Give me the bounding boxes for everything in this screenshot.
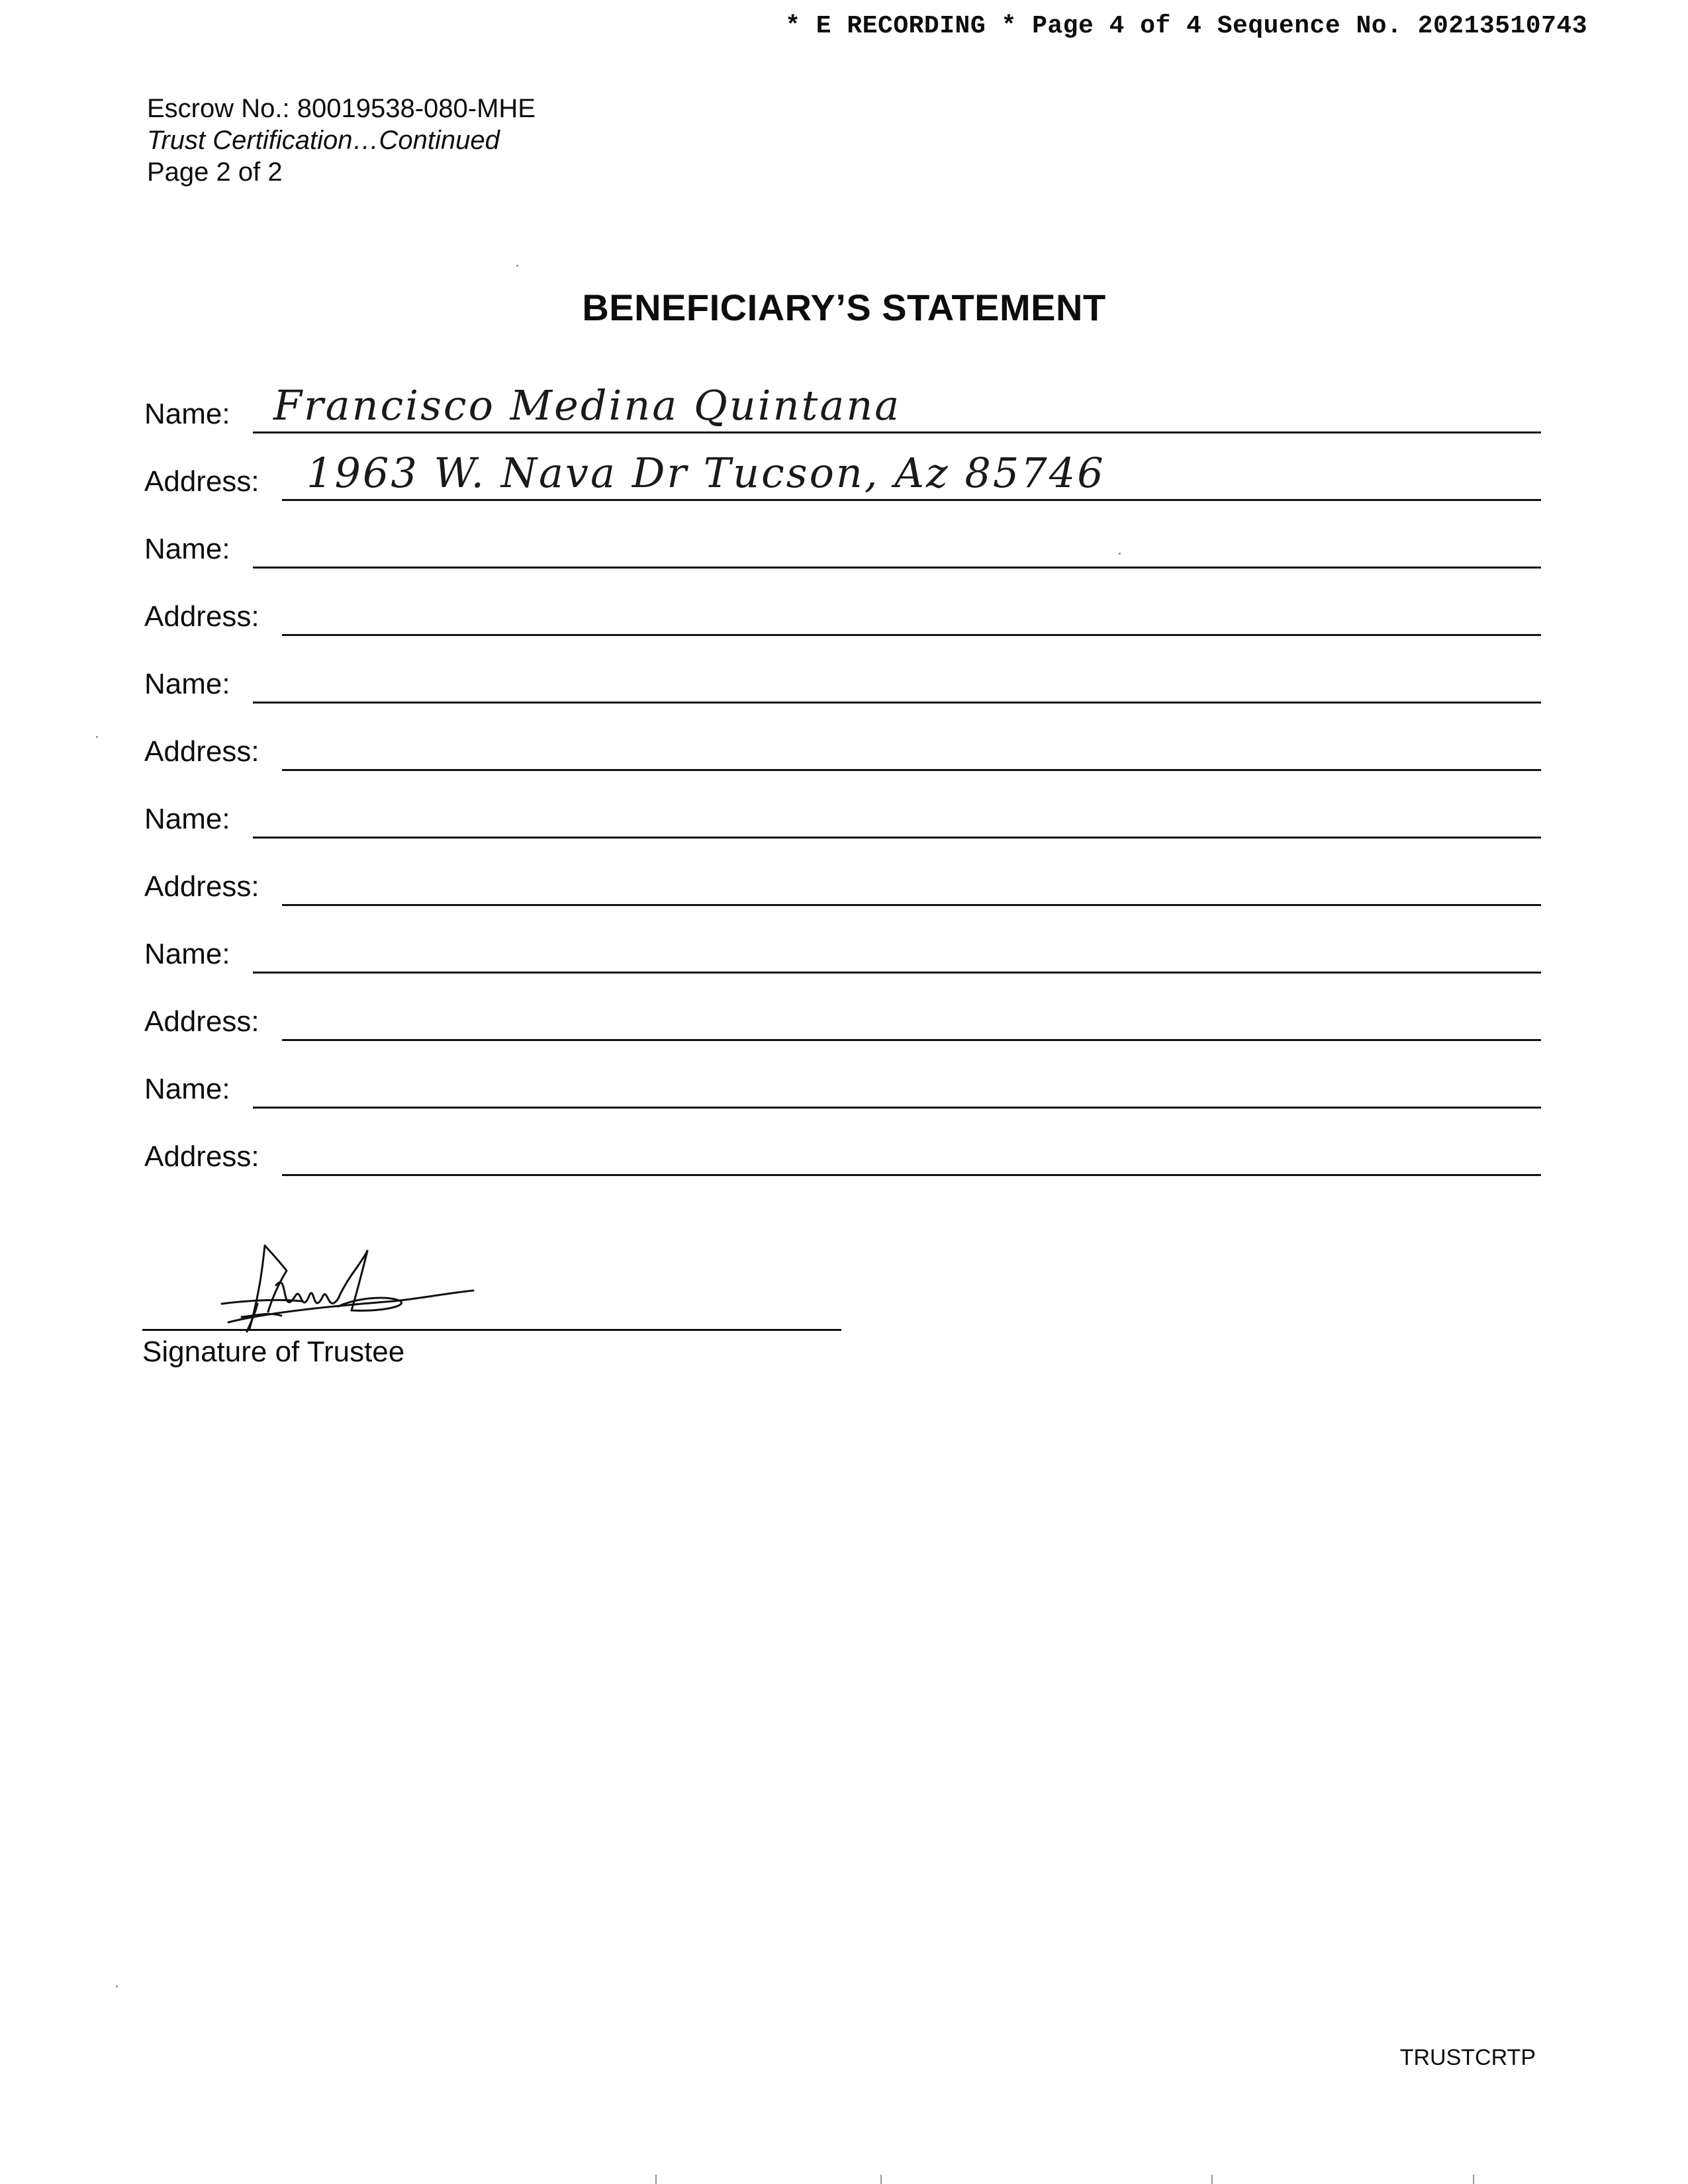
- signature-label: Signature of Trustee: [142, 1336, 405, 1368]
- recording-header: * E RECORDING * Page 4 of 4 Sequence No. 20213510743: [785, 12, 1587, 40]
- scan-speck: [1119, 553, 1121, 555]
- scan-speck: [516, 265, 518, 267]
- beneficiary-address-row: [144, 860, 1541, 906]
- scan-tick: [1473, 2175, 1474, 2184]
- beneficiary-address-row: [144, 449, 1541, 501]
- beneficiary-name-row: [144, 927, 1541, 974]
- signature-block: [142, 1224, 844, 1370]
- escrow-block: [147, 93, 536, 188]
- address-label: Address:: [144, 870, 259, 903]
- name-label: Name:: [144, 668, 230, 700]
- beneficiary-name-row: [144, 657, 1541, 704]
- certification-continued: Trust Certification…Continued: [147, 126, 500, 155]
- address-label: Address:: [144, 600, 259, 633]
- address-label: Address:: [144, 735, 259, 768]
- address-label: Address:: [144, 1005, 259, 1038]
- name-label: Name:: [144, 398, 230, 430]
- beneficiary-name-row: [144, 1062, 1541, 1109]
- name-label: Name:: [144, 533, 230, 565]
- form-code: TRUSTCRTP: [1399, 2045, 1536, 2070]
- scan-speck: [96, 736, 98, 738]
- address-line: [282, 1174, 1541, 1176]
- address-label: Address:: [144, 1140, 259, 1173]
- beneficiary-address-row: [144, 725, 1541, 771]
- scan-tick: [880, 2175, 882, 2184]
- beneficiary-name-row: [144, 381, 1541, 433]
- scan-tick: [1211, 2175, 1213, 2184]
- beneficiary-address-row: [144, 590, 1541, 636]
- beneficiary-address-row: [144, 995, 1541, 1041]
- beneficiary-name-row: [144, 792, 1541, 839]
- name-line: [253, 1107, 1541, 1109]
- handwritten-address: 1963 W. Nava Dr Tucson, Az 85746: [306, 449, 1105, 497]
- scan-tick: [655, 2175, 657, 2184]
- name-line: [253, 432, 1541, 433]
- page-number: Page 2 of 2: [147, 158, 283, 187]
- address-line: [282, 499, 1541, 501]
- handwritten-name: Francisco Medina Quintana: [273, 381, 902, 430]
- beneficiary-address-row: [144, 1130, 1541, 1176]
- scan-speck: [116, 1985, 118, 1987]
- beneficiary-name-row: [144, 522, 1541, 569]
- name-line: [253, 567, 1541, 569]
- address-line: [282, 1039, 1541, 1041]
- address-label: Address:: [144, 465, 259, 498]
- name-label: Name:: [144, 803, 230, 835]
- address-line: [282, 904, 1541, 906]
- name-label: Name:: [144, 938, 230, 970]
- name-line: [253, 972, 1541, 974]
- trustee-signature: [202, 1238, 520, 1337]
- name-line: [253, 837, 1541, 839]
- document-title: BENEFICIARY’S STATEMENT: [582, 287, 1106, 328]
- name-label: Name:: [144, 1073, 230, 1105]
- escrow-number: Escrow No.: 80019538-080-MHE: [147, 94, 536, 123]
- address-line: [282, 634, 1541, 636]
- address-line: [282, 769, 1541, 771]
- name-line: [253, 702, 1541, 704]
- signature-line: [142, 1329, 841, 1331]
